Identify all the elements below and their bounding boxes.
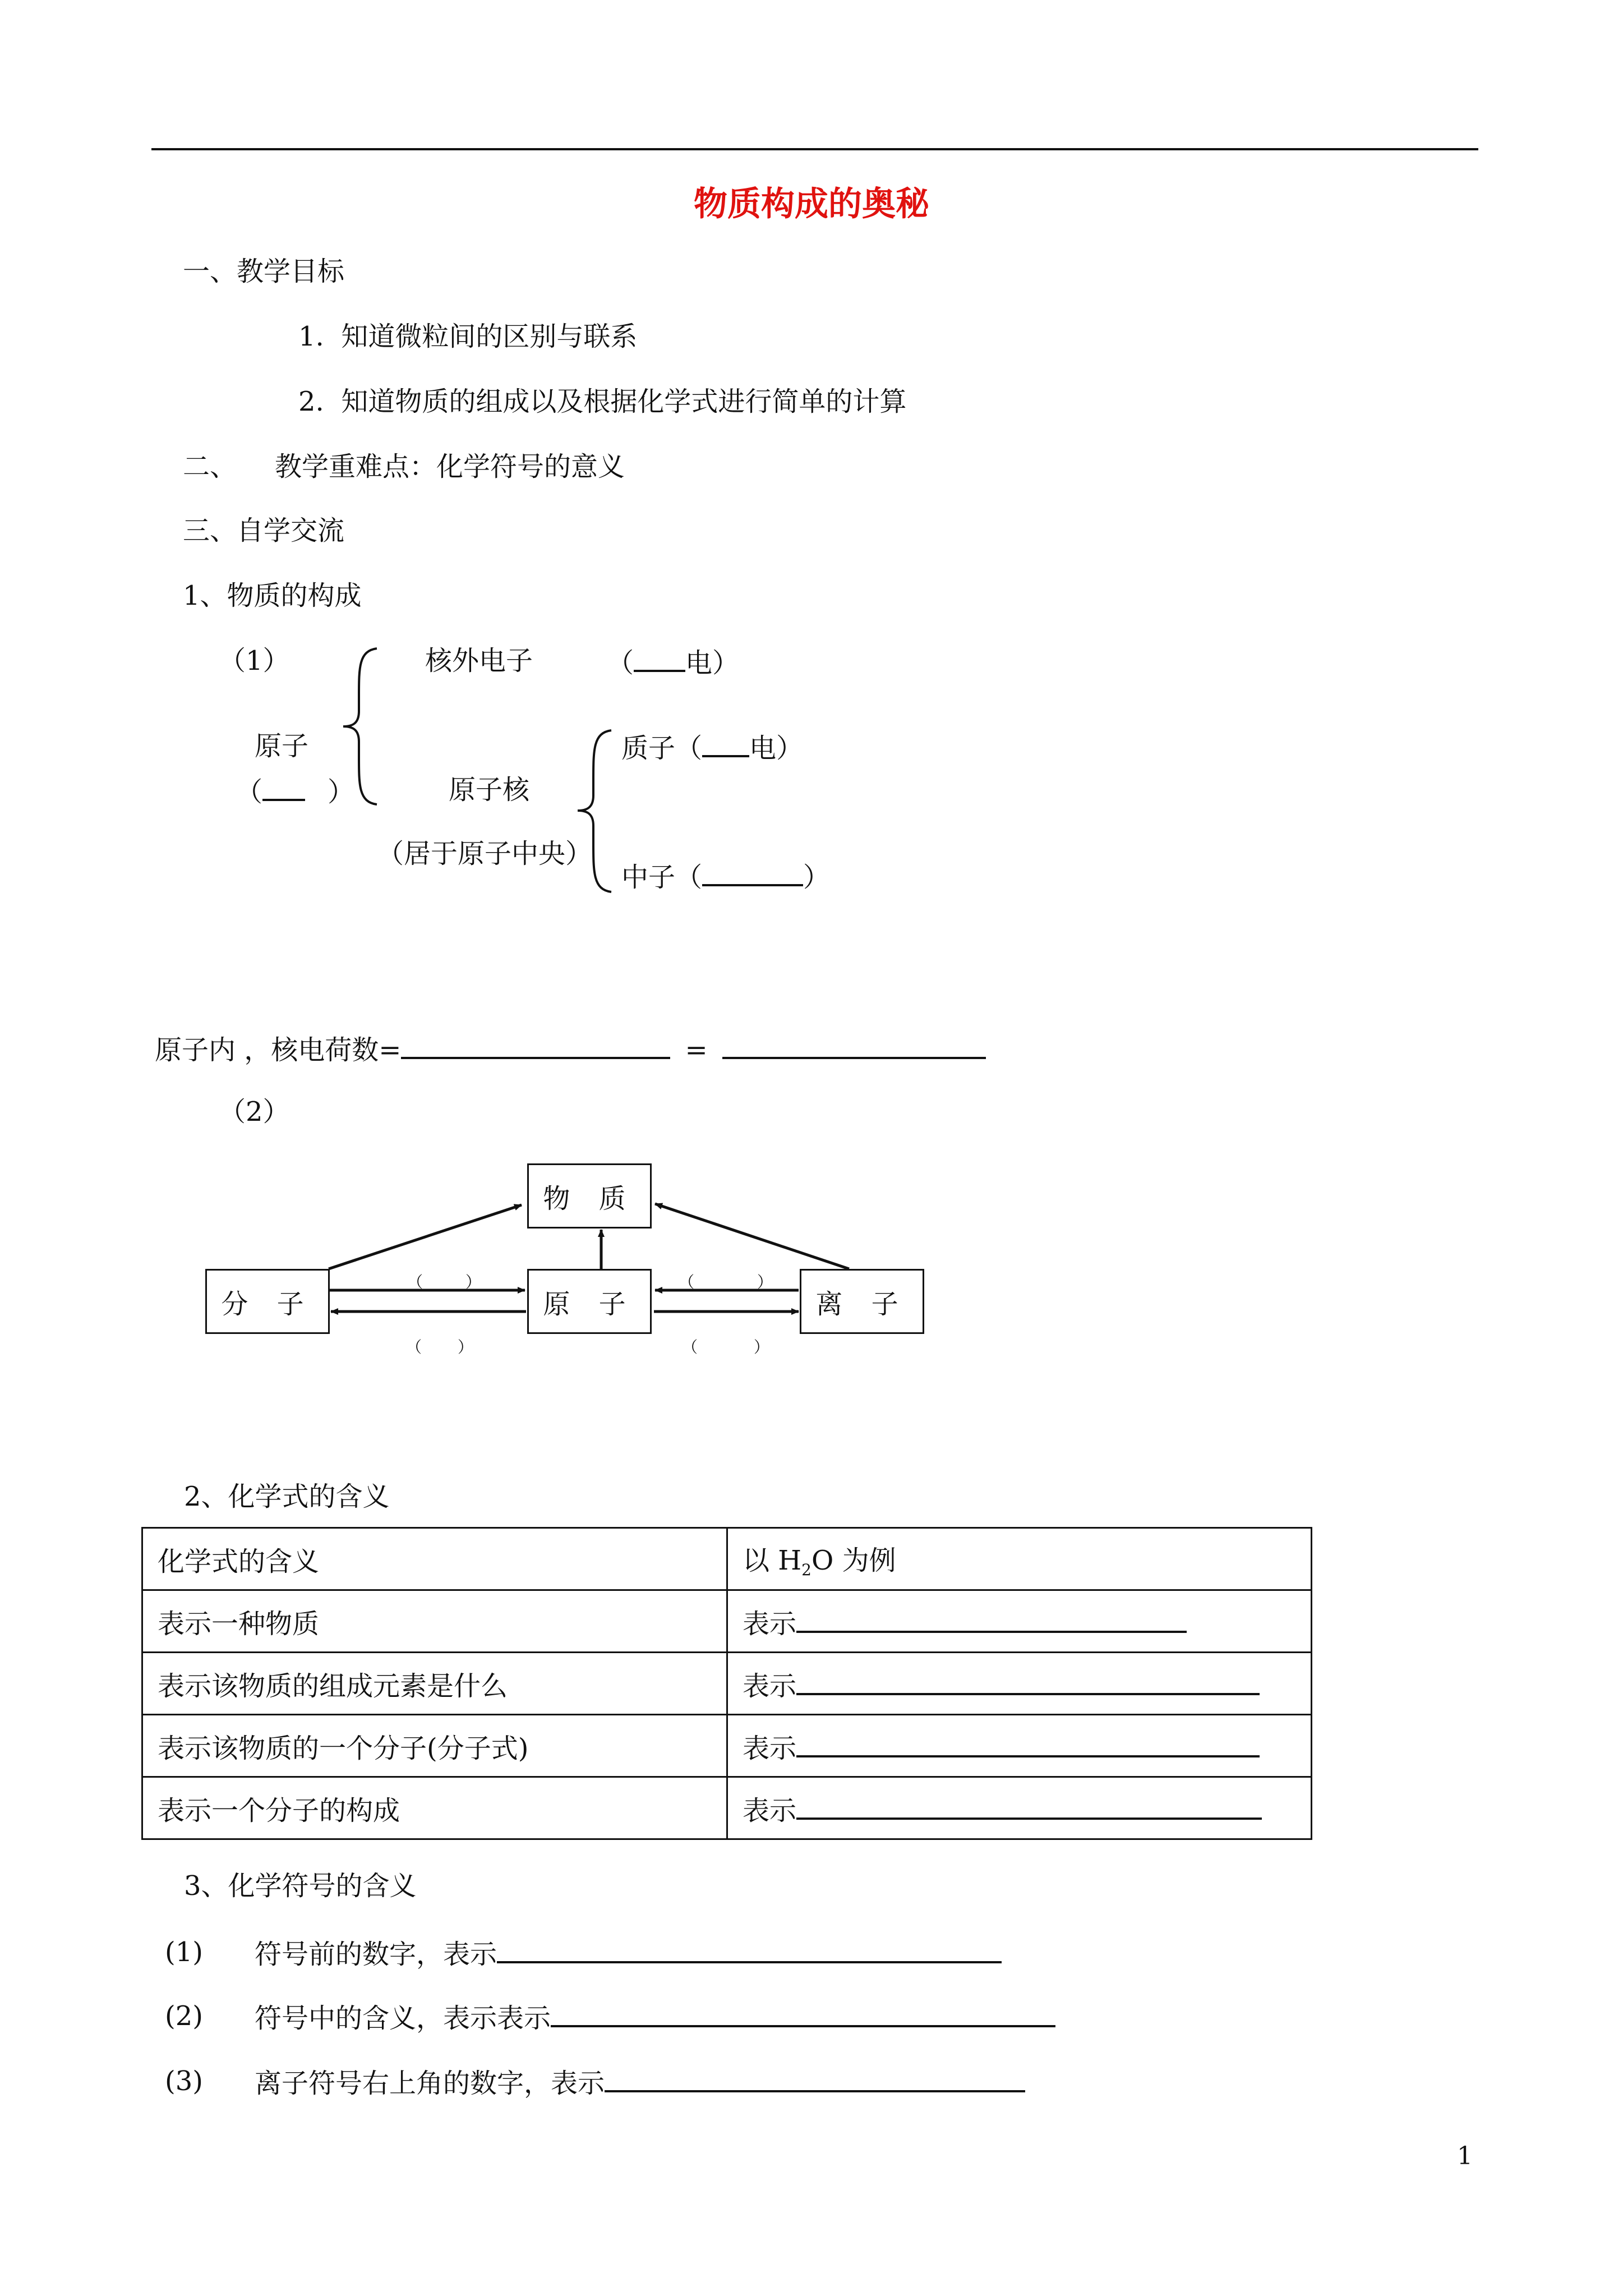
table-row [142,1715,1312,1777]
goal-item-1: 1. 知道微粒间的区别与联系 [298,321,638,352]
goal-item-2: 2. 知道物质的组成以及根据化学式进行简单的计算 [298,386,907,417]
table-row [142,1777,1312,1839]
section-3-heading: 三、自学交流 [183,515,345,546]
symbol-item-2-num: (2) [165,2000,203,2032]
atom-box: 原 子 [527,1269,652,1334]
neutron-label: 中子（ [621,862,703,893]
electron-paren: （ [607,647,634,679]
row-2-right: 表示 [727,1653,1312,1715]
paren-atom-ion-bottom-close: ） [754,1338,770,1356]
neutron-suffix: ） [803,862,831,893]
row-4-right: 表示 [727,1777,1312,1839]
symbol-item-3: 离子符号右上角的数字，表示 [255,2065,1025,2099]
row-1-left: 表示一种物质 [142,1590,727,1653]
charge-prefix: 原子内 ，核电荷数= [155,1034,402,1066]
molecule-box: 分 子 [205,1269,330,1334]
row-1-blank[interactable] [796,1606,1187,1633]
electron-label: 核外电子 [425,645,533,677]
paren-atom-ion-bottom-open: （ [682,1338,698,1356]
symbol-item-2: 符号中的含义，表示表示 [255,2000,1055,2034]
symbol-item-1: 符号前的数字，表示 [255,1936,1002,1970]
paren-mol-atom-bottom-close: ） [458,1338,474,1356]
subscript-2: 2 [801,1561,811,1579]
atom-label: 原子 [255,730,309,762]
table-row [142,1590,1312,1653]
section-1-heading: 一、教学目标 [183,256,345,287]
row-4-blank[interactable] [796,1793,1262,1820]
label-2: （2） [219,1096,290,1128]
substance-box: 物 质 [527,1163,652,1228]
section-2-text: 教学重难点：化学符号的意义 [275,451,625,482]
subsection-3-heading: 3、化学符号的含义 [184,1870,417,1902]
charge-eq: = [685,1034,708,1066]
nucleus-label: 原子核 [449,774,530,806]
paren-mol-atom-top-open: （ [407,1273,423,1291]
section-2-number: 二、 [183,451,237,482]
row-3-right: 表示 [727,1715,1312,1777]
table-row [142,1653,1312,1715]
row-2-blank[interactable] [796,1668,1260,1695]
page-number: 1 [1457,2142,1473,2170]
ion-box: 离 子 [800,1269,924,1334]
proton-suffix: 电） [749,733,804,764]
electron-suffix: 电） [685,647,740,679]
row-4-left: 表示一个分子的构成 [142,1777,727,1839]
nucleus-note: （居于原子中央） [377,838,593,869]
header-cell-meaning: 化学式的含义 [142,1528,727,1590]
row-1-right: 表示 [727,1590,1312,1653]
subsection-2-heading: 2、化学式的含义 [184,1481,390,1512]
symbol-item-3-num: (3) [165,2065,203,2097]
formula-table [141,1527,1312,1840]
paren-close: ） [328,776,355,808]
paren-atom-ion-top-close: ） [757,1273,773,1291]
subsection-1-heading: 1、物质的构成 [183,580,362,611]
symbol-blank-2[interactable] [551,2000,1055,2027]
row-3-blank[interactable] [796,1731,1260,1757]
symbol-blank-1[interactable] [497,1936,1002,1963]
paren-atom-ion-top-open: （ [679,1273,695,1291]
label-1: （1） [219,645,290,677]
symbol-item-1-num: (1) [165,1936,203,1968]
page-title: 物质构成的奥秘 [694,185,929,224]
paren-open: （ [236,776,263,808]
symbol-blank-3[interactable] [605,2065,1025,2092]
row-3-left: 表示该物质的一个分子(分子式) [142,1715,727,1777]
table-header-row [142,1528,1312,1590]
proton-label: 质子（ [621,733,703,764]
paren-mol-atom-bottom-open: （ [406,1338,422,1356]
row-2-left: 表示该物质的组成元素是什么 [142,1653,727,1715]
paren-mol-atom-top-close: ） [465,1273,482,1291]
header-cell-example: 以 $H_2O$ 为例 [727,1528,1312,1590]
